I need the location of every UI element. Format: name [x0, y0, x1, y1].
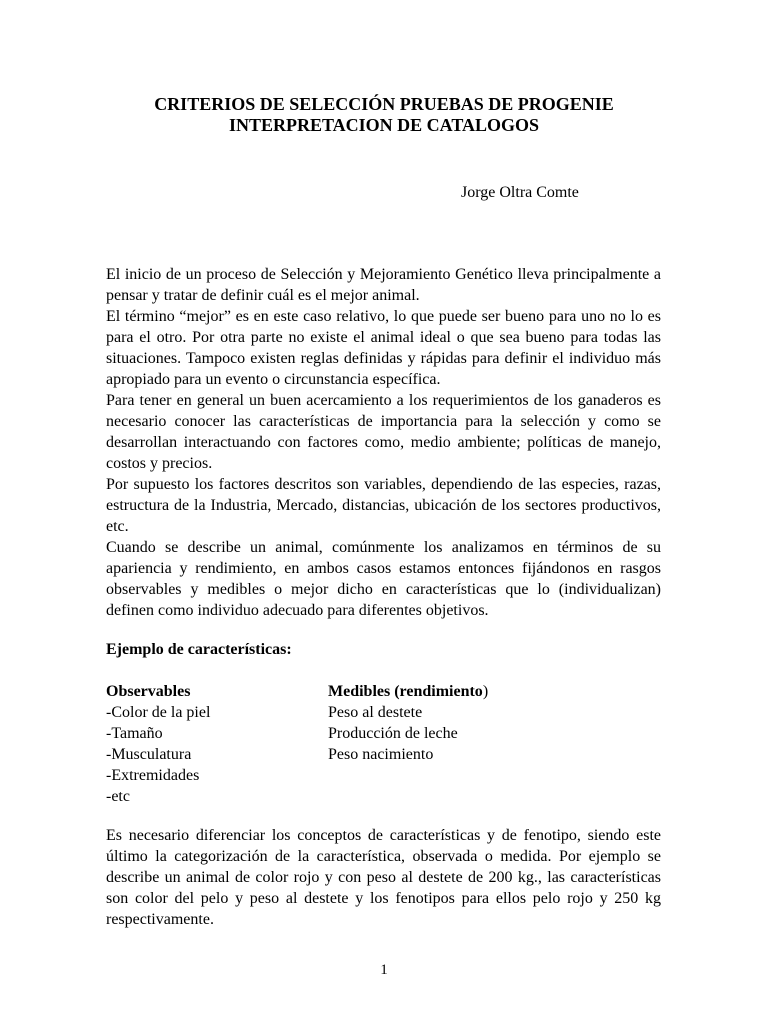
page-number: 1 — [380, 962, 388, 978]
observable-item: -etc — [106, 788, 130, 805]
title-line-1: CRITERIOS DE SELECCIÓN PRUEBAS DE PROGENIE — [154, 94, 614, 114]
paragraph: El inicio de un proceso de Selección y Mejoramiento Genético lleva principalmente a pensar y tratar de definir cuál es el mejor animal. — [106, 266, 661, 304]
medibles-heading-text: Medibles (rendimiento — [328, 683, 483, 700]
paragraph: Para tener en general un buen acercamiento a los requerimientos de los ganaderos es necesario conocer las características de importancia para la selección y como se desarrollan interactuando con factores como, medio ambiente; políticas de manejo, costos y precios. — [106, 392, 661, 472]
medible-item: Peso al destete — [328, 704, 423, 721]
observable-item: -Musculatura — [106, 746, 192, 763]
observable-item: -Color de la piel — [106, 704, 211, 721]
paragraph: Por supuesto los factores descritos son variables, dependiendo de las especies, razas, estructura de la Industria, Mercado, distancias, ubicación de los sectores productivos, etc. — [106, 476, 661, 535]
author-name: Jorge Oltra Comte — [461, 184, 579, 201]
medible-item: Producción de leche — [328, 725, 458, 742]
medibles-heading-suffix: ) — [482, 683, 489, 700]
paragraph: El término “mejor” es en este caso relativo, lo que puede ser bueno para uno no lo es para el otro. Por otra parte no existe el animal ideal o que sea bueno para todas las situaciones. Tampoco existen reglas definidas y rápidas para definir el individuo más apropiado para un evento o circunstancia específica. — [106, 308, 661, 388]
paragraph: Cuando se describe un animal, comúnmente los analizamos en términos de su apariencia y rendimiento, en ambos casos estamos entonces fijándonos en rasgos observables y medibles o mejor dicho en características que lo (individualizan) definen como individuo adecuado para diferentes objetivos. — [106, 539, 661, 619]
body-text — [106, 264, 661, 621]
medible-item: Peso nacimiento — [328, 746, 434, 763]
observable-item: -Tamaño — [106, 725, 163, 742]
closing-paragraph: Es necesario diferenciar los conceptos de características y de fenotipo, siendo este último la categorización de la característica, observada o medida. Por ejemplo se describe un animal de color rojo y con peso al destete de 200 kg., las características son color del pelo y peso al destete y los fenotipos para ellos pelo rojo y 250 kg respectivamente. — [106, 827, 661, 928]
medibles-column — [328, 681, 488, 765]
document-title — [0, 94, 768, 136]
title-line-2: INTERPRETACION DE CATALOGOS — [228, 115, 540, 135]
examples-heading: Ejemplo de características: — [106, 641, 292, 658]
observables-column — [106, 681, 210, 807]
medibles-heading — [328, 681, 488, 702]
observable-item: -Extremidades — [106, 767, 200, 784]
observables-heading: Observables — [106, 683, 191, 700]
